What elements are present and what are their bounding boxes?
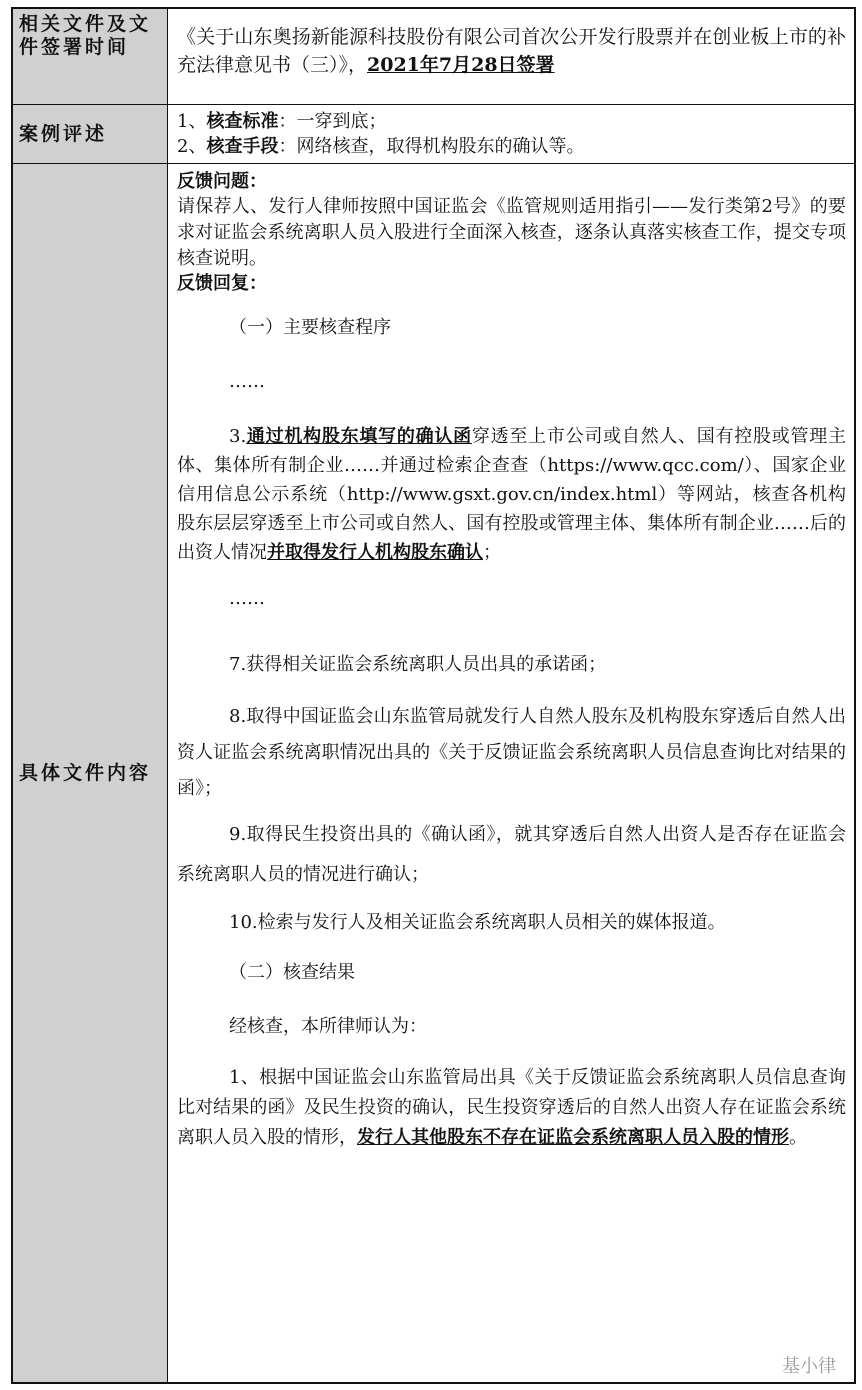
watermark: 基小律 [782, 1356, 836, 1377]
answer-heading: 反馈回复： [177, 273, 267, 294]
ellipsis-2: …… [229, 588, 265, 609]
procedure-10: 10.检索与发行人及相关证监会系统离职人员相关的媒体报道。 [229, 912, 726, 933]
label-documents: 相关文件及文件签署时间 [13, 9, 168, 104]
review-line-1: 1、核查标准：一穿到底； [177, 111, 387, 132]
case-table [11, 7, 856, 1384]
procedure-7: 7.获得相关证监会系统离职人员出具的承诺函； [229, 654, 607, 675]
section-1-heading: （一）主要核查程序 [229, 317, 391, 338]
question-heading: 反馈问题： [177, 171, 267, 192]
document-title: 《关于山东奥扬新能源科技股份有限公司首次公开发行股票并在创业板上市的补充法律意见书（三）》， [177, 26, 846, 76]
row-documents [13, 9, 854, 105]
row-review [13, 105, 854, 164]
row-content [13, 164, 854, 1382]
procedure-9: 9.取得民生投资出具的《确认函》，就其穿透后自然人出资人是否存在证监会系统离职人员的情况进行确认； [177, 824, 846, 885]
review-line-2: 2、核查手段：网络核查，取得机构股东的确认等。 [177, 136, 585, 157]
label-content: 具体文件内容 [13, 164, 168, 1382]
signing-date: 2021年7月28日签署 [367, 54, 555, 76]
documents-cell [168, 9, 854, 104]
question-text: 请保荐人、发行人律师按照中国证监会《监管规则适用指引——发行类第2号》的要求对证监会系统离职人员入股进行全面深入核查，逐条认真落实核查工作，提交专项核查说明。 [177, 196, 846, 269]
procedure-3: 3.通过机构股东填写的确认函穿透至上市公司或自然人、国有控股或管理主体、集体所有制企业……并通过检索企查查（https://www.qcc.com/）、国家企业信用信息公示系统（http://www.gsxt.gov.cn/index.html）等网站，核查各机构股东层层穿透至上市公司或自然人、国有控股或管理主体、集体所有制企业……后的出资人情况并取得发行人机构股东确认； [177, 426, 847, 563]
procedure-8: 8.取得中国证监会山东监管局就发行人自然人股东及机构股东穿透后自然人出资人证监会系统离职情况出具的《关于反馈证监会系统离职人员信息查询比对结果的函》； [177, 706, 846, 799]
result-1: 1、根据中国证监会山东监管局出具《关于反馈证监会系统离职人员信息查询比对结果的函》及民生投资的确认，民生投资穿透后的自然人出资人存在证监会系统离职人员入股的情形，发行人其他股东不存在证监会系统离职人员入股的情形。 [177, 1067, 846, 1148]
content-cell [168, 164, 854, 1382]
conclusion-intro: 经核查，本所律师认为： [229, 1016, 427, 1037]
label-review: 案例评述 [13, 105, 168, 163]
review-cell [168, 105, 854, 163]
section-2-heading: （二）核查结果 [229, 962, 355, 983]
ellipsis-1: …… [229, 371, 265, 392]
